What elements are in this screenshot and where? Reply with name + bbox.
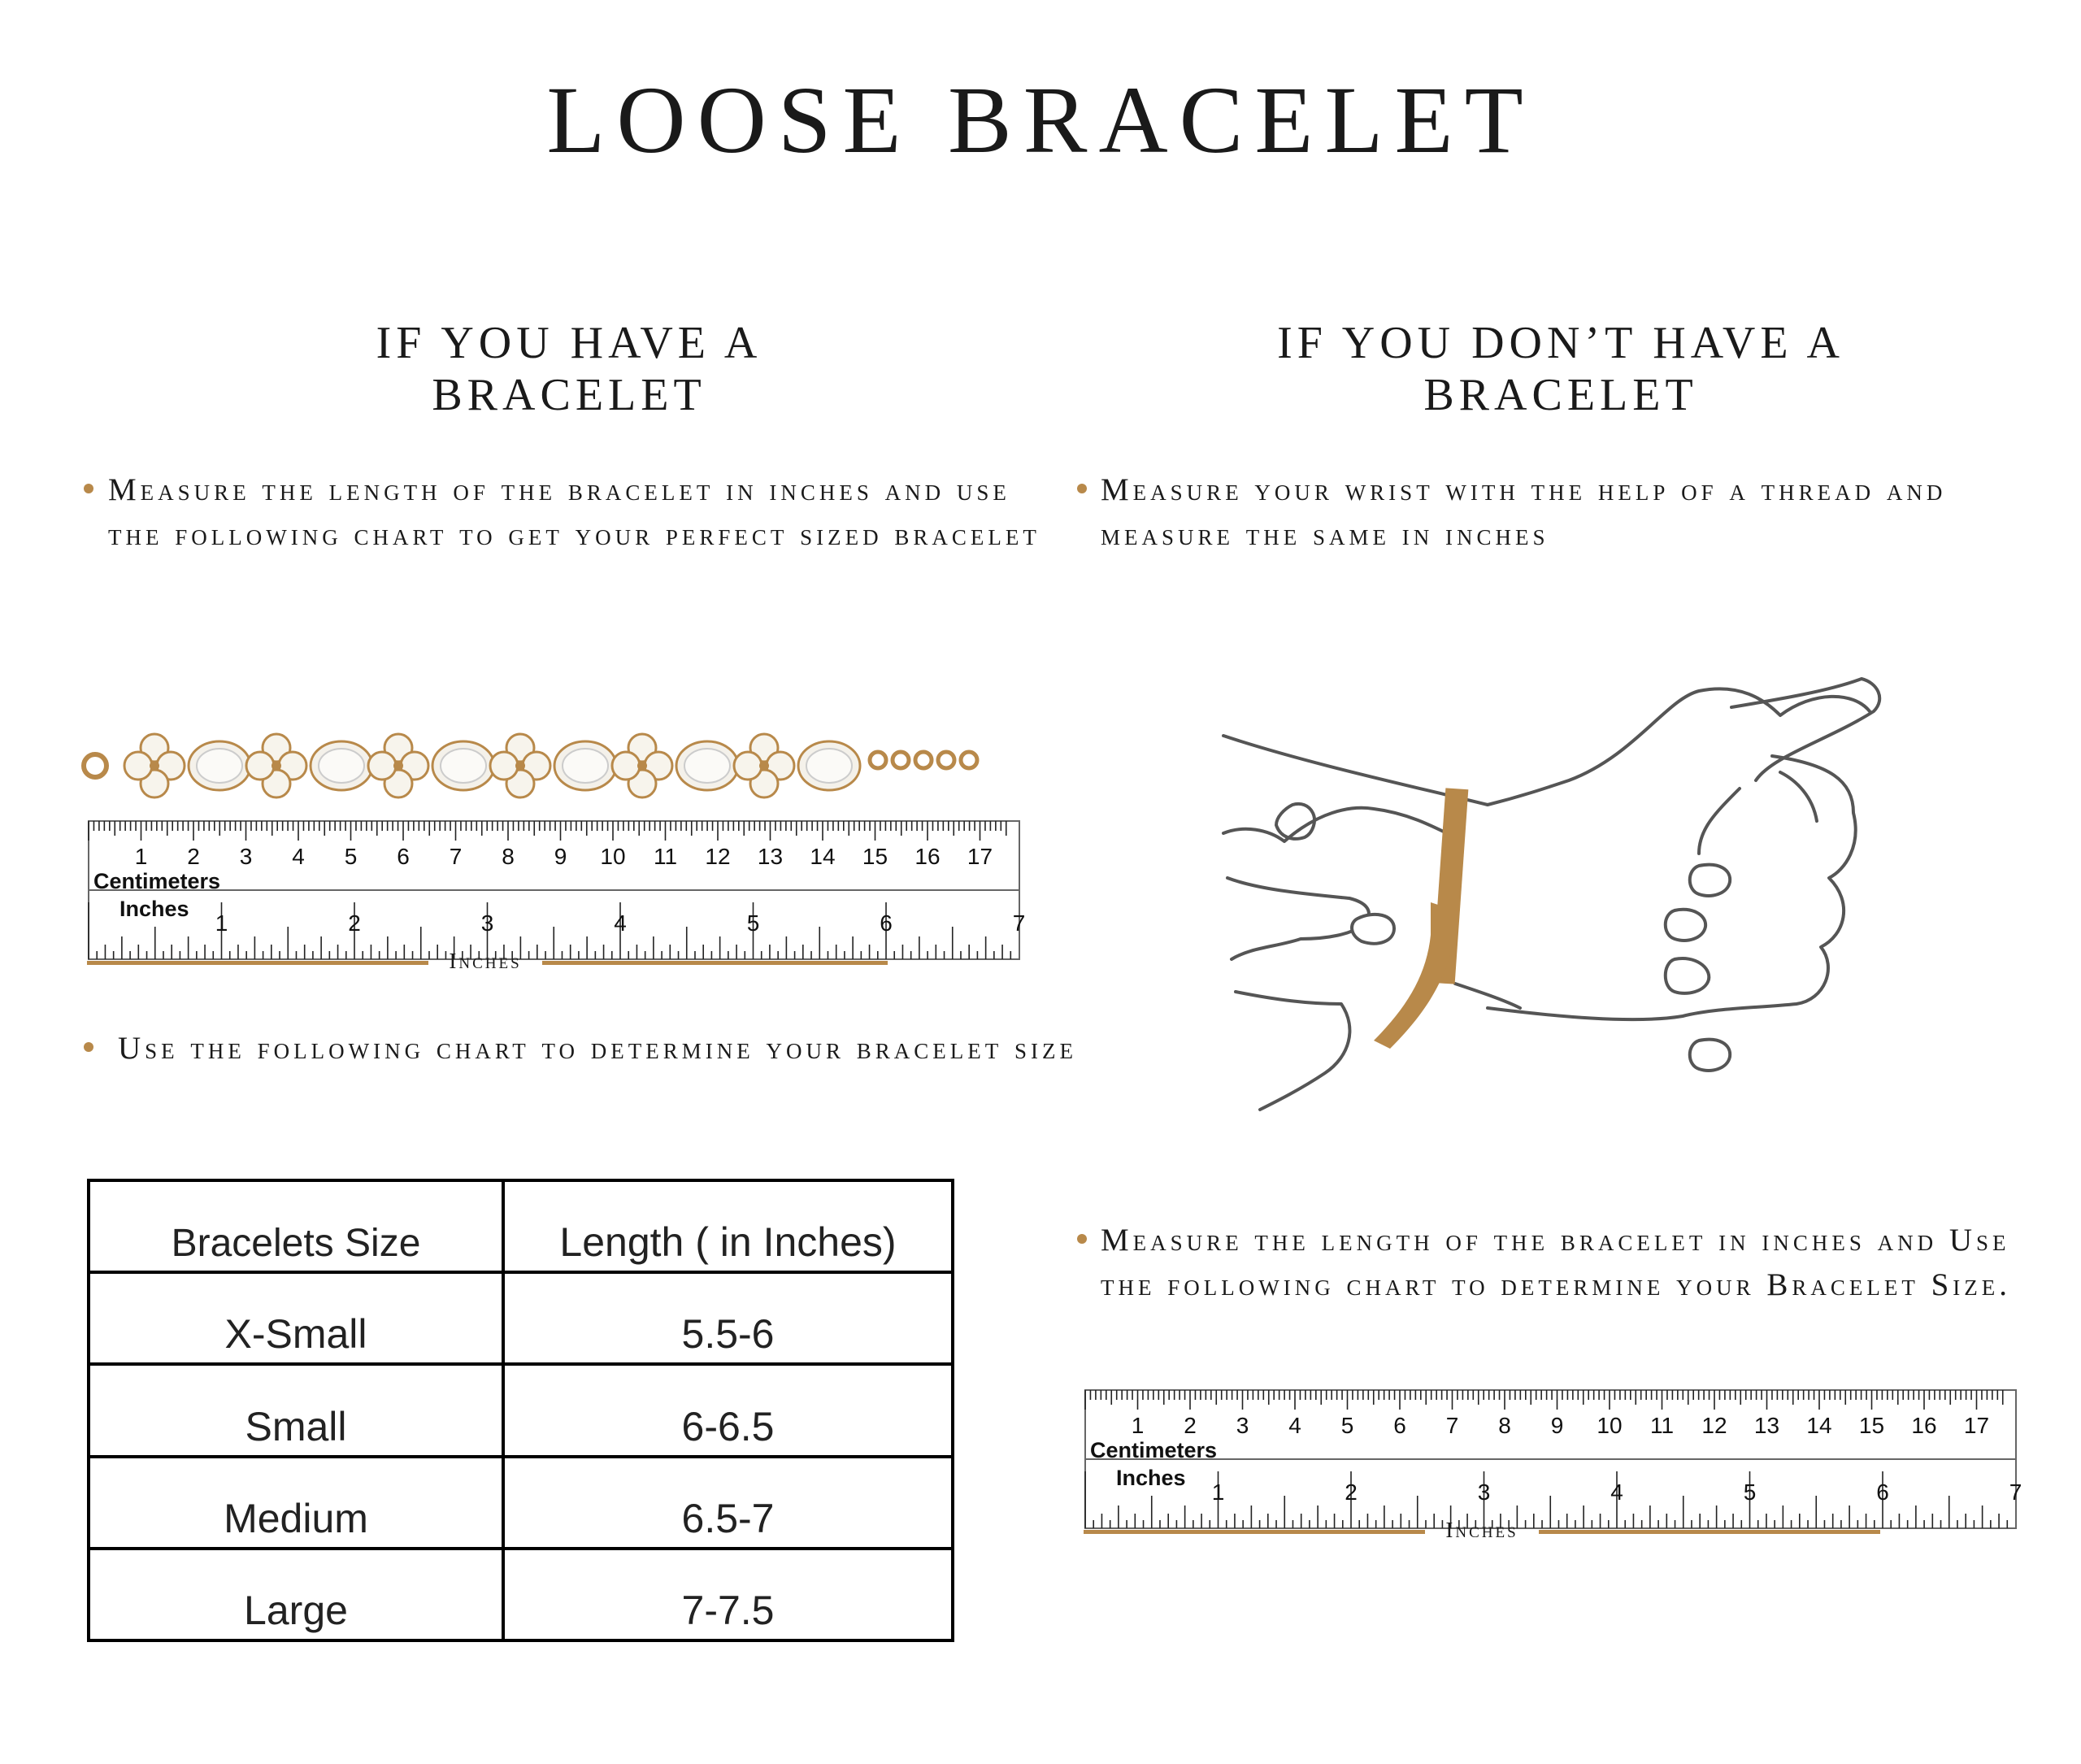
cm-tick-label: 3 [1236, 1413, 1249, 1438]
bullet-icon [84, 1042, 93, 1052]
inches-label: Inches [1116, 1466, 1186, 1490]
inch-tick-label: 4 [614, 910, 627, 936]
cm-tick-label: 16 [1911, 1413, 1937, 1438]
cm-tick-label: 7 [449, 844, 463, 869]
cm-tick-label: 13 [1753, 1413, 1780, 1438]
size-cell: Medium [89, 1457, 503, 1549]
length-cell: 5.5-6 [503, 1272, 953, 1364]
cm-tick-label: 12 [1701, 1413, 1727, 1438]
cm-tick-label: 15 [1858, 1413, 1885, 1438]
caption-rule-right [542, 961, 888, 965]
left-ruler [87, 817, 1026, 980]
cm-tick-label: 8 [502, 844, 515, 869]
table-header-row [89, 1180, 953, 1272]
length-cell: 7-7.5 [503, 1549, 953, 1640]
column-header-length: Length ( in Inches) [503, 1180, 953, 1272]
column-header-size: Bracelets Size [89, 1180, 503, 1272]
cm-tick-label: 17 [967, 844, 993, 869]
left-instruction-1: Measure the length of the bracelet in inches and use the following chart to get your perfect sized bracelet [108, 472, 1040, 552]
inch-tick-label: 4 [1610, 1479, 1623, 1505]
cm-tick-label: 4 [1288, 1413, 1301, 1438]
inch-tick-label: 2 [1345, 1479, 1358, 1505]
left-ruler-caption: Inches [449, 949, 522, 973]
inch-tick-label: 2 [348, 910, 361, 936]
bullet-icon [1077, 1234, 1087, 1244]
inch-tick-label: 6 [880, 910, 893, 936]
cm-tick-label: 13 [757, 844, 784, 869]
cm-tick-label: 5 [1340, 1413, 1354, 1438]
bullet-icon [84, 484, 93, 493]
inch-tick-label: 1 [215, 910, 228, 936]
size-cell: X-Small [89, 1272, 503, 1364]
cm-tick-label: 11 [653, 844, 678, 869]
table-row [89, 1364, 953, 1456]
cm-tick-label: 16 [915, 844, 941, 869]
size-cell: Small [89, 1364, 503, 1456]
bracelet-illustration [77, 723, 1012, 813]
cm-tick-label: 2 [1184, 1413, 1197, 1438]
cm-tick-label: 1 [1131, 1413, 1145, 1438]
right-ruler [1084, 1386, 2022, 1549]
cm-tick-label: 12 [705, 844, 731, 869]
cm-tick-label: 2 [187, 844, 200, 869]
cm-tick-label: 17 [1963, 1413, 1990, 1438]
left-instruction-2: Use the following chart to determine your bracelet size [118, 1031, 1077, 1066]
size-cell: Large [89, 1549, 503, 1640]
page-title: LOOSE BRACELET [546, 67, 1535, 173]
cm-tick-label: 9 [1550, 1413, 1564, 1438]
right-instruction-2: Measure the length of the bracelet in inches and Use the following chart to determine your Bracelet Size. [1101, 1223, 2011, 1302]
cm-tick-label: 10 [1597, 1413, 1623, 1438]
cm-tick-label: 15 [862, 844, 888, 869]
right-ruler-caption: Inches [1445, 1518, 1518, 1542]
cm-label: Centimeters [93, 869, 221, 893]
inch-tick-label: 1 [1211, 1479, 1225, 1505]
cm-tick-label: 7 [1445, 1413, 1459, 1438]
bullet-icon [1077, 484, 1087, 493]
table-row [89, 1457, 953, 1549]
length-cell: 6.5-7 [503, 1457, 953, 1549]
inch-tick-label: 3 [480, 910, 494, 936]
inches-label: Inches [119, 897, 189, 921]
cm-label: Centimeters [1090, 1438, 1218, 1462]
caption-rule-left [87, 961, 428, 965]
caption-rule-left [1084, 1530, 1425, 1534]
cm-tick-label: 14 [810, 844, 836, 869]
size-chart-table [87, 1179, 954, 1642]
table-row [89, 1272, 953, 1364]
inch-tick-label: 3 [1477, 1479, 1491, 1505]
cm-tick-label: 6 [1393, 1413, 1406, 1438]
cm-tick-label: 4 [292, 844, 305, 869]
cm-tick-label: 14 [1806, 1413, 1832, 1438]
cm-tick-label: 3 [239, 844, 253, 869]
cm-tick-label: 10 [600, 844, 626, 869]
caption-rule-right [1539, 1530, 1880, 1534]
table-row [89, 1549, 953, 1640]
cm-tick-label: 8 [1498, 1413, 1511, 1438]
cm-tick-label: 1 [134, 844, 148, 869]
right-instruction-1: Measure your wrist with the help of a thread and measure the same in inches [1101, 472, 1947, 552]
right-heading: IF YOU DON’T HAVE A BRACELET [1277, 318, 1844, 420]
length-cell: 6-6.5 [503, 1364, 953, 1456]
cm-tick-label: 11 [1649, 1413, 1675, 1438]
inch-tick-label: 5 [1743, 1479, 1757, 1505]
cm-tick-label: 9 [554, 844, 567, 869]
left-heading: IF YOU HAVE A BRACELET [376, 318, 762, 420]
inch-tick-label: 6 [1876, 1479, 1889, 1505]
inch-tick-label: 7 [1012, 910, 1026, 936]
wrist-hand-illustration [1211, 667, 1862, 1122]
cm-tick-label: 5 [344, 844, 358, 869]
inch-tick-label: 7 [2009, 1479, 2022, 1505]
cm-tick-label: 6 [397, 844, 410, 869]
inch-tick-label: 5 [746, 910, 760, 936]
